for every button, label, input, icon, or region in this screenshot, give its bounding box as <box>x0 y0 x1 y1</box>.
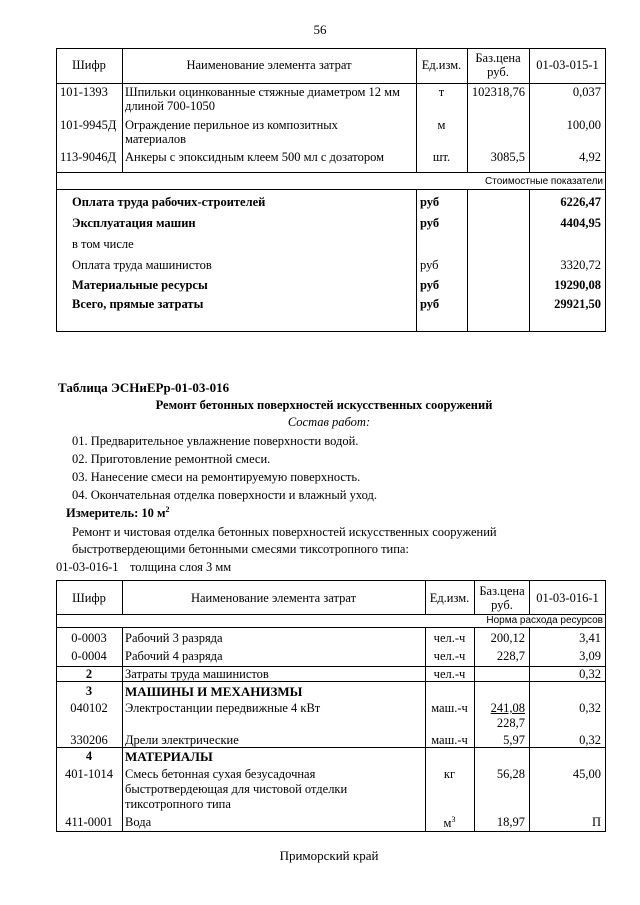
table1-col-line-2b <box>416 189 417 332</box>
table2-row2-name: Рабочий 4 разряда <box>125 649 223 663</box>
table2-row8-unit: кг <box>443 767 456 781</box>
table2-row3-value: 0,32 <box>579 667 601 681</box>
cost-row-operators-unit: руб <box>420 258 439 272</box>
cost-row-total-value: 29921,50 <box>554 297 601 311</box>
table2-row9-code: 411-0001 <box>65 815 113 829</box>
table2-row3-code: 2 <box>85 667 93 681</box>
table2-row9-name: Вода <box>125 815 152 829</box>
cost-row-machines-value: 4404,95 <box>560 216 601 230</box>
table2-row2-price: 228,7 <box>496 649 525 663</box>
table2-row9-price: 18,97 <box>496 815 525 829</box>
cost-row-operators-name: Оплата труда машинистов <box>72 258 212 272</box>
table2-header-name: Наименование элемента затрат <box>190 591 357 605</box>
table1-row3-unit: шт. <box>432 150 451 164</box>
table2-row1-unit: чел.-ч <box>433 631 466 645</box>
table2-row2-code: 0-0004 <box>71 649 107 663</box>
cost-row-machines-name: Эксплуатация машин <box>72 216 196 230</box>
cost-row-total-name: Всего, прямые затраты <box>72 297 204 311</box>
table1-right-border <box>605 48 606 332</box>
table2-row8-price: 56,28 <box>496 767 525 781</box>
work-step-1: 01. Предварительное увлажнение поверхности водой. <box>72 434 359 448</box>
table2-col-line-3a <box>474 580 475 615</box>
table2-row1-price: 200,12 <box>490 631 525 645</box>
table1-header-norm: 01-03-015-1 <box>536 58 599 72</box>
table1-row1-price: 102318,76 <box>471 85 525 99</box>
table2-row5-value: 0,32 <box>579 701 601 715</box>
table1-row3-name: Анкеры с эпоксидным клеем 500 мл с дозатором <box>125 150 385 164</box>
table1-cost-divider <box>56 172 606 173</box>
table2-row7-code: 4 <box>85 749 93 763</box>
table2-row6-name: Дрели электрические <box>125 733 239 747</box>
cost-row-total-unit: руб <box>420 297 440 311</box>
cost-row-labor-name: Оплата труда рабочих-строителей <box>72 195 266 209</box>
footer-region: Приморский край <box>279 848 379 863</box>
table1-row2-value: 100,00 <box>566 118 601 132</box>
table2-row6-unit: маш.-ч <box>431 733 468 747</box>
table1-bottom-border <box>56 331 606 332</box>
table2-section-machines: МАШИНЫ И МЕХАНИЗМЫ <box>125 684 303 699</box>
table2-row9-unit <box>425 815 474 831</box>
table1-col-line-3b <box>467 189 468 332</box>
description-line-2: быстротвердеющими бетонными смесями тиксотропного типа: <box>72 542 409 556</box>
table1-row3-price: 3085,5 <box>490 150 525 164</box>
table1-header-price: Баз.цена руб. <box>475 51 521 79</box>
variant-text: толщина слоя 3 мм <box>130 560 232 574</box>
table2-col-line-1b <box>122 627 123 832</box>
table2-row2-value: 3,09 <box>579 649 601 663</box>
work-step-3: 03. Нанесение смеси на ремонтируемую поверхность. <box>72 470 361 484</box>
table2-row5-unit: маш.-ч <box>431 701 468 715</box>
table2-row4-code: 3 <box>85 684 93 698</box>
description-line-1: Ремонт и чистовая отделка бетонных поверхностей искусственных сооружений <box>72 525 497 539</box>
meter-label-sup: 2 <box>165 505 170 514</box>
table1-row3-code: 113-9046Д <box>60 150 116 164</box>
table2-bottom-border <box>56 831 606 832</box>
table1-row1-name: Шпильки оцинкованные стяжные диаметром 12 мм длиной 700-1050 <box>125 85 400 113</box>
table1-header-divider <box>56 83 606 84</box>
cost-row-machines-unit: руб <box>420 216 440 230</box>
table2-row5-price2: 228,7 <box>496 716 525 730</box>
table2-row8-code: 401-1014 <box>65 767 113 781</box>
table2-row8-value: 45,00 <box>572 767 601 781</box>
table2-row3-name: Затраты труда машинистов <box>125 667 269 681</box>
table2-row5-name: Электростанции передвижные 4 кВт <box>125 701 321 715</box>
meter-label <box>66 505 170 521</box>
table2-row9-value: П <box>591 815 601 829</box>
table2-row9-unit-text: м <box>443 816 452 831</box>
work-step-4: 04. Окончательная отделка поверхности и влажный уход. <box>72 488 377 502</box>
composition-title: Состав работ: <box>287 415 371 429</box>
work-step-2: 02. Приготовление ремонтной смеси. <box>72 452 271 466</box>
table2-row6-price: 5,97 <box>503 733 525 747</box>
table2-row6-value: 0,32 <box>579 733 601 747</box>
table2-header-price: Баз.цена руб. <box>479 584 525 612</box>
table2-header-code: Шифр <box>72 591 106 605</box>
cost-row-materials-name: Материальные ресурсы <box>72 278 208 292</box>
table2-top-border <box>56 580 606 581</box>
cost-row-materials-value: 19290,08 <box>554 278 601 292</box>
variant-code: 01-03-016-1 <box>56 560 119 574</box>
table2-row5-code: 040102 <box>70 701 108 715</box>
meter-label-text: Измеритель: 10 м <box>66 506 166 521</box>
table2-norm-label: Норма расхода ресурсов <box>486 615 603 626</box>
table2-header-unit: Ед.изм. <box>429 591 470 605</box>
section-subtitle: Ремонт бетонных поверхностей искусственных сооружений <box>155 398 493 412</box>
cost-row-labor-value: 6226,47 <box>560 195 601 209</box>
table2-row6-code: 330206 <box>70 733 108 747</box>
table1-cost-label-divider <box>56 189 606 190</box>
table2-row1-value: 3,41 <box>579 631 601 645</box>
cost-row-including-name: в том числе <box>72 237 134 251</box>
cost-row-operators-value: 3320,72 <box>560 258 601 272</box>
table2-row8-name: Смесь бетонная сухая безусадочная быстротвердеющая для чистовой отделки тиксотропного типа <box>125 767 348 811</box>
table2-row2-unit: чел.-ч <box>433 649 466 663</box>
table1-row3-value: 4,92 <box>579 150 601 164</box>
table1-row2-code: 101-9945Д <box>60 118 117 132</box>
table1-header-name: Наименование элемента затрат <box>186 58 352 72</box>
table2-row1-name: Рабочий 3 разряда <box>125 631 223 645</box>
table1-row2-unit: м <box>437 118 446 132</box>
page-number: 56 <box>313 22 327 37</box>
table2-norm-divider <box>56 627 606 628</box>
table2-row1-code: 0-0003 <box>71 631 107 645</box>
table1-cost-section-label: Стоимостные показатели <box>485 176 603 187</box>
table1-left-border <box>56 48 57 332</box>
table1-header-code: Шифр <box>72 58 106 72</box>
cost-row-materials-unit: руб <box>420 278 440 292</box>
cost-row-labor-unit: руб <box>420 195 440 209</box>
table1-row2-name: Ограждение перильное из композитных материалов <box>125 118 338 146</box>
table-title: Таблица ЭСНиЕРр-01-03-016 <box>58 380 230 395</box>
table1-header-unit: Ед.изм. <box>421 58 462 72</box>
table2-row5-price: 241,08 <box>490 701 525 715</box>
table1-row1-code: 101-1393 <box>60 85 108 99</box>
table2-row3-unit: чел.-ч <box>433 667 466 681</box>
table2-header-norm: 01-03-016-1 <box>536 591 599 605</box>
table1-row1-value: 0,037 <box>572 85 601 99</box>
table2-section-materials: МАТЕРИАЛЫ <box>125 749 213 764</box>
table1-row1-unit: т <box>438 85 445 99</box>
table1-top-border <box>56 48 606 49</box>
table2-right-border <box>605 580 606 832</box>
table2-row9-unit-sup: 3 <box>451 815 456 824</box>
